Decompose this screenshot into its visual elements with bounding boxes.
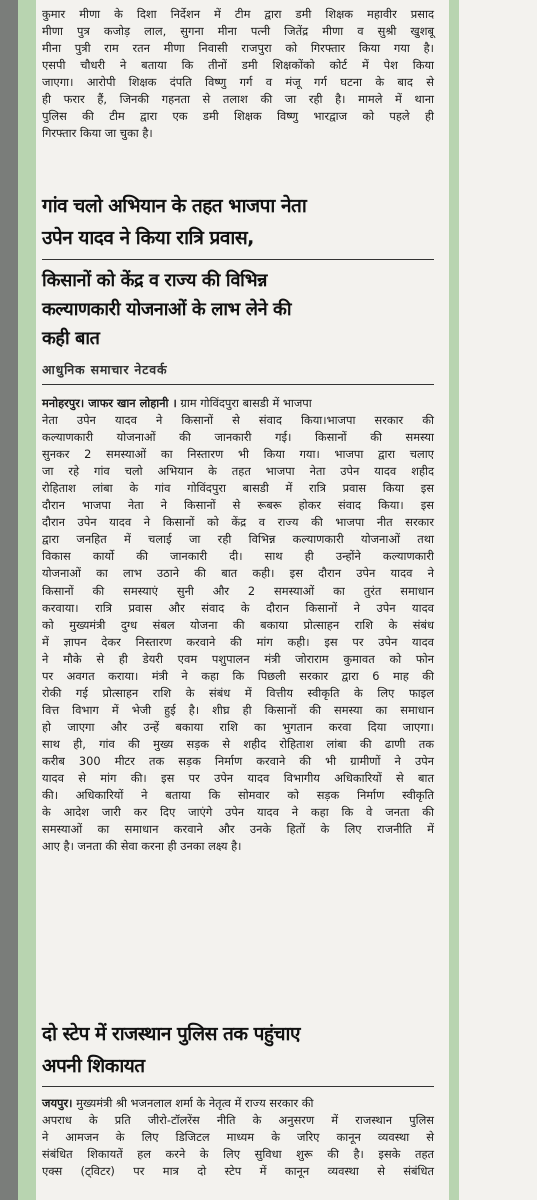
text-line: साथ ही, गांव की मुख्य सड़क से शहीद रोहिताश लांबा की ढाणी तक: [42, 736, 434, 751]
story2-dateline: मनोहरपुर। जाफर खान लोहानी ।: [42, 396, 177, 410]
text-line: कल्याणकारी योजनाओं की जानकारी गई। किसानों की समस्या: [42, 430, 434, 445]
text-line: सुनकर 2 समस्याओं का निस्तारण भी किया गया। भाजपा द्वारा चलाए: [42, 447, 434, 462]
text-line: पुलिस की टीम द्वारा एक डमी शिक्षक विष्णु भारद्वाज को पहले ही: [42, 109, 434, 124]
headline-line: दो स्टेप में राजस्थान पुलिस तक पहुंचाए: [42, 1023, 300, 1045]
text-line: कुमार मीणा के दिशा निर्देशन में टीम द्वारा डमी शिक्षक महावीर प्रसाद: [42, 7, 434, 21]
story3-first-line: मुख्यमंत्री श्री भजनलाल शर्मा के नेतृत्व में राज्य सरकार की: [72, 1096, 314, 1110]
text-line: को मुख्यमंत्री दुग्ध संबल योजना की बकाया प्रोत्साहन राशि के संबंध: [42, 617, 434, 632]
text-line: नेता उपेन यादव ने किसानों से संवाद किया।भाजपा सरकार की: [42, 413, 434, 428]
text-line: हो जाएगा और उन्हें बकाया राशि का भुगतान करवा दिया जाएगा।: [42, 719, 434, 734]
story-dummy-teachers: [42, 6, 434, 142]
text-line: किसानों की समस्याएं सुनी और 2 समस्याओं का तुरंत समाधान: [42, 583, 434, 598]
text-line: मीना पुत्री राम रतन मीणा निवासी राजपुरा को गिरफ्तार किया गया है।: [42, 41, 434, 56]
byline-divider: [42, 384, 434, 385]
story-rajasthan-police: [42, 1018, 434, 1180]
story1-lines: [42, 6, 434, 142]
text-line: में ज्ञापन देकर निस्तारण करवाने की मांग कही। इस पर उपेन यादव: [42, 634, 434, 649]
story2-body: [42, 395, 434, 855]
text-line: योजनाओं का लाभ उठाने की बात कही। इस दौरान उपेन यादव ने: [42, 566, 434, 581]
headline-divider-3: [42, 1086, 434, 1087]
story3-headline: [42, 1018, 434, 1082]
text-line: एसपी चौधरी ने बताया कि तीनों डमी शिक्षकोंको कोर्ट में पेश किया: [42, 58, 434, 73]
text-line: रोहिताश लांबा के गांव गोविंदपुरा बासडी में रात्रि प्रवास किया इस: [42, 481, 434, 496]
text-line: दौरान उपेन यादव ने किसानों को केंद्र व राज्य की भाजपा नीत सरकार: [42, 515, 434, 530]
text-line: आए है। जनता की सेवा करना ही उनका लक्ष्य है।: [42, 839, 242, 854]
text-line: जा रहे गांव चलो अभियान के तहत भाजपा नेता उपेन यादव शहीद: [42, 464, 434, 479]
text-line: मीणा पुत्र कजोड़ लाल, सुगना मीना पत्नी जितेंद्र मीणा व सुश्री खुशबू: [42, 24, 434, 39]
subheadline-line: किसानों को केंद्र व राज्य की विभिन्न: [42, 270, 267, 291]
subheadline-line: कही बात: [42, 328, 100, 349]
page-edge-stripe: [18, 0, 36, 1200]
text-line: समस्याओं का समाधान करवाने और उनके हितों के लिए राजनीति में: [42, 822, 434, 837]
text-line: करवाया। रात्रि प्रवास और संवाद के दौरान किसानों ने उपेन यादव: [42, 600, 434, 615]
text-line: ने मौके से ही डेयरी एवम पशुपालन मंत्री जोराराम कुमावत को फोन: [42, 651, 434, 666]
text-line: की। अधिकारियों ने बताया कि सोमवार को सड़क निर्माण स्वीकृति: [42, 788, 434, 803]
story-gaon-chalo: [42, 190, 434, 855]
text-line: रोकी गई प्रोत्साहन राशि के संबंध में वित्तीय स्वीकृति के लिए फाइल: [42, 685, 434, 700]
text-line: करीब 300 मीटर तक सड़क निर्माण करवाने की भी ग्रामीणों ने उपेन: [42, 753, 434, 768]
text-line: द्वारा जनहित में चलाई जा रही विभिन्न कल्याणकारी योजनाओं तथा: [42, 532, 434, 547]
text-line: पर अवगत कराया। मंत्री ने कहा कि पिछली सरकार द्वारा 6 माह की: [42, 668, 434, 683]
story2-first-line: ग्राम गोविंदपुरा बासडी में भाजपा: [176, 396, 312, 410]
text-line: दौरान भाजपा नेता ने किसानों से रूबरू होकर संवाद किया। इस: [42, 498, 434, 513]
text-line: ने आमजन के लिए डिजिटल माध्यम के जरिए कानून व्यवस्था से: [42, 1130, 434, 1145]
byline: आधुनिक समाचार नेटवर्क: [42, 362, 168, 377]
headline-divider: [42, 259, 434, 260]
text-line: के आदेश जारी कर दिए जाएंगे उपेन यादव ने कहा कि वे जनता की: [42, 805, 434, 820]
text-line: संबंधित शिकायतें हल करने के लिए सुविधा शुरू की है। इसके तहत: [42, 1147, 434, 1162]
text-line: गिरफ्तार किया जा चुका है।: [42, 126, 153, 141]
story3-body: [42, 1095, 434, 1180]
subheadline-line: कल्याणकारी योजनाओं के लाभ लेने की: [42, 299, 292, 320]
headline-line: उपेन यादव ने किया रात्रि प्रवास,: [42, 227, 254, 249]
headline-line: अपनी शिकायत: [42, 1055, 145, 1077]
headline-line: गांव चलो अभियान के तहत भाजपा नेता: [42, 195, 307, 217]
newspaper-page: [18, 0, 537, 1200]
story3-dateline: जयपुर।: [42, 1096, 73, 1110]
story2-headline: [42, 190, 434, 254]
text-line: एक्स (ट्विटर) पर मात्र दो स्टेप में कानून व्यवस्था से संबंधित: [42, 1164, 434, 1179]
text-line: ही फरार हैं, जिनकी गहनता से तलाश की जा रही है। मामले में थाना: [42, 92, 434, 107]
text-line: वित्त विभाग में भेजी हुई है। शीघ्र ही किसानों की समस्या का समाधान: [42, 702, 434, 717]
text-line: विकास कार्यो की जानकारी दी। साथ ही उन्होंने कल्याणकारी: [42, 549, 434, 564]
column-divider-stripe: [449, 0, 459, 1200]
story2-subheadline: [42, 266, 434, 353]
text-line: जाएगा। आरोपी शिक्षक दंपति विष्णु गर्ग व मंजू गर्ग घटना के बाद से: [42, 75, 434, 90]
text-line: यादव से मांग की। इस पर उपेन यादव विभागीय अधिकारियों से बात: [42, 771, 434, 786]
text-line: अपराध के प्रति जीरो-टॉलरेंस नीति के अनुसरण में राजस्थान पुलिस: [42, 1113, 434, 1128]
